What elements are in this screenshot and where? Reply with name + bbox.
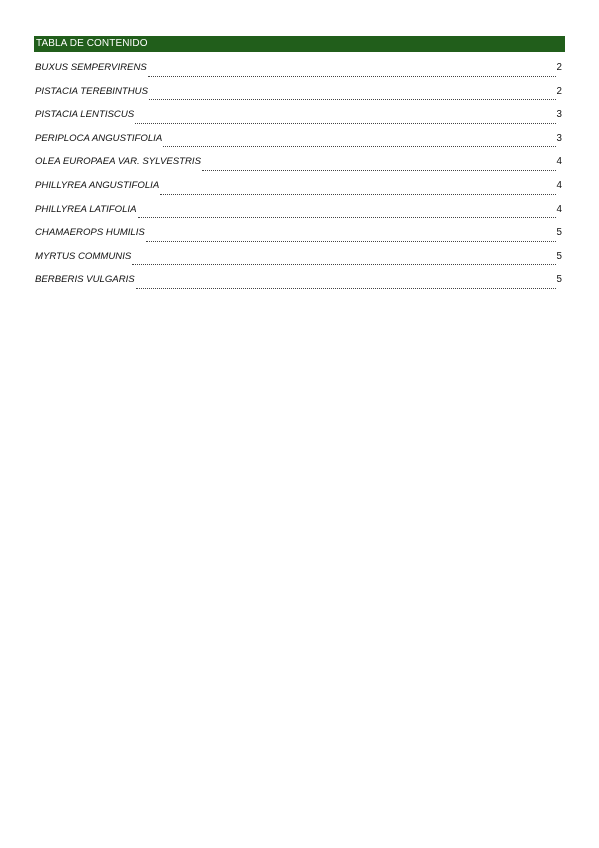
toc-entry-olea-europaea[interactable] (35, 155, 562, 179)
dot-leader (160, 194, 555, 195)
dot-leader (202, 170, 556, 171)
toc-entry-page[interactable]: 4 (556, 156, 562, 168)
toc-entry-berberis-vulgaris[interactable] (35, 273, 562, 297)
toc-entry-page[interactable]: 3 (556, 109, 562, 121)
dot-leader (146, 241, 556, 242)
dot-leader (148, 76, 556, 77)
dot-leader (136, 288, 556, 289)
toc-entry-page[interactable]: 2 (556, 62, 562, 73)
toc-entry-page[interactable]: 4 (556, 203, 562, 215)
toc-entry-page[interactable]: 5 (556, 227, 562, 239)
toc-entry-page[interactable]: 5 (556, 250, 562, 262)
toc-entry-title[interactable]: PISTACIA TEREBINTHUS (35, 85, 149, 97)
toc-entry-phillyrea-angustifolia[interactable] (35, 179, 562, 203)
toc-entry-chamaerops-humilis[interactable] (35, 226, 562, 250)
toc-entry-page[interactable]: 3 (556, 132, 562, 144)
toc-entry-pistacia-terebinthus[interactable] (35, 85, 562, 109)
toc-entry-title[interactable]: PISTACIA LENTISCUS (35, 109, 135, 121)
toc-entry-page[interactable]: 4 (556, 179, 562, 191)
toc-entry-title[interactable]: PHILLYREA ANGUSTIFOLIA (35, 179, 160, 191)
toc-entry-periploca-angustifolia[interactable] (35, 132, 562, 156)
toc-entry-pistacia-lentiscus[interactable] (35, 108, 562, 132)
dot-leader (138, 217, 556, 218)
toc-entry-title[interactable]: BERBERIS VULGARIS (35, 274, 135, 286)
dot-leader (135, 123, 555, 124)
toc-entry-myrtus-communis[interactable] (35, 250, 562, 274)
dot-leader (132, 264, 555, 265)
toc-entry-title[interactable]: BUXUS SEMPERVIRENS (35, 62, 147, 73)
toc-entry-title[interactable]: PHILLYREA LATIFOLIA (35, 203, 137, 215)
toc-entry-title[interactable]: CHAMAEROPS HUMILIS (35, 227, 145, 239)
toc-list (35, 61, 562, 297)
toc-heading: TABLA DE CONTENIDO (34, 36, 565, 52)
toc-entry-title[interactable]: OLEA EUROPAEA VAR. SYLVESTRIS (35, 156, 201, 168)
dot-leader (163, 146, 555, 147)
dot-leader (149, 99, 556, 100)
toc-entry-page[interactable]: 2 (556, 85, 562, 97)
toc-entry-phillyrea-latifolia[interactable] (35, 203, 562, 227)
toc-entry-title[interactable]: PERIPLOCA ANGUSTIFOLIA (35, 132, 163, 144)
toc-entry-page[interactable]: 5 (556, 274, 562, 286)
toc-entry-title[interactable]: MYRTUS COMMUNIS (35, 250, 132, 262)
toc-entry-buxus-sempervirens[interactable] (35, 61, 562, 85)
